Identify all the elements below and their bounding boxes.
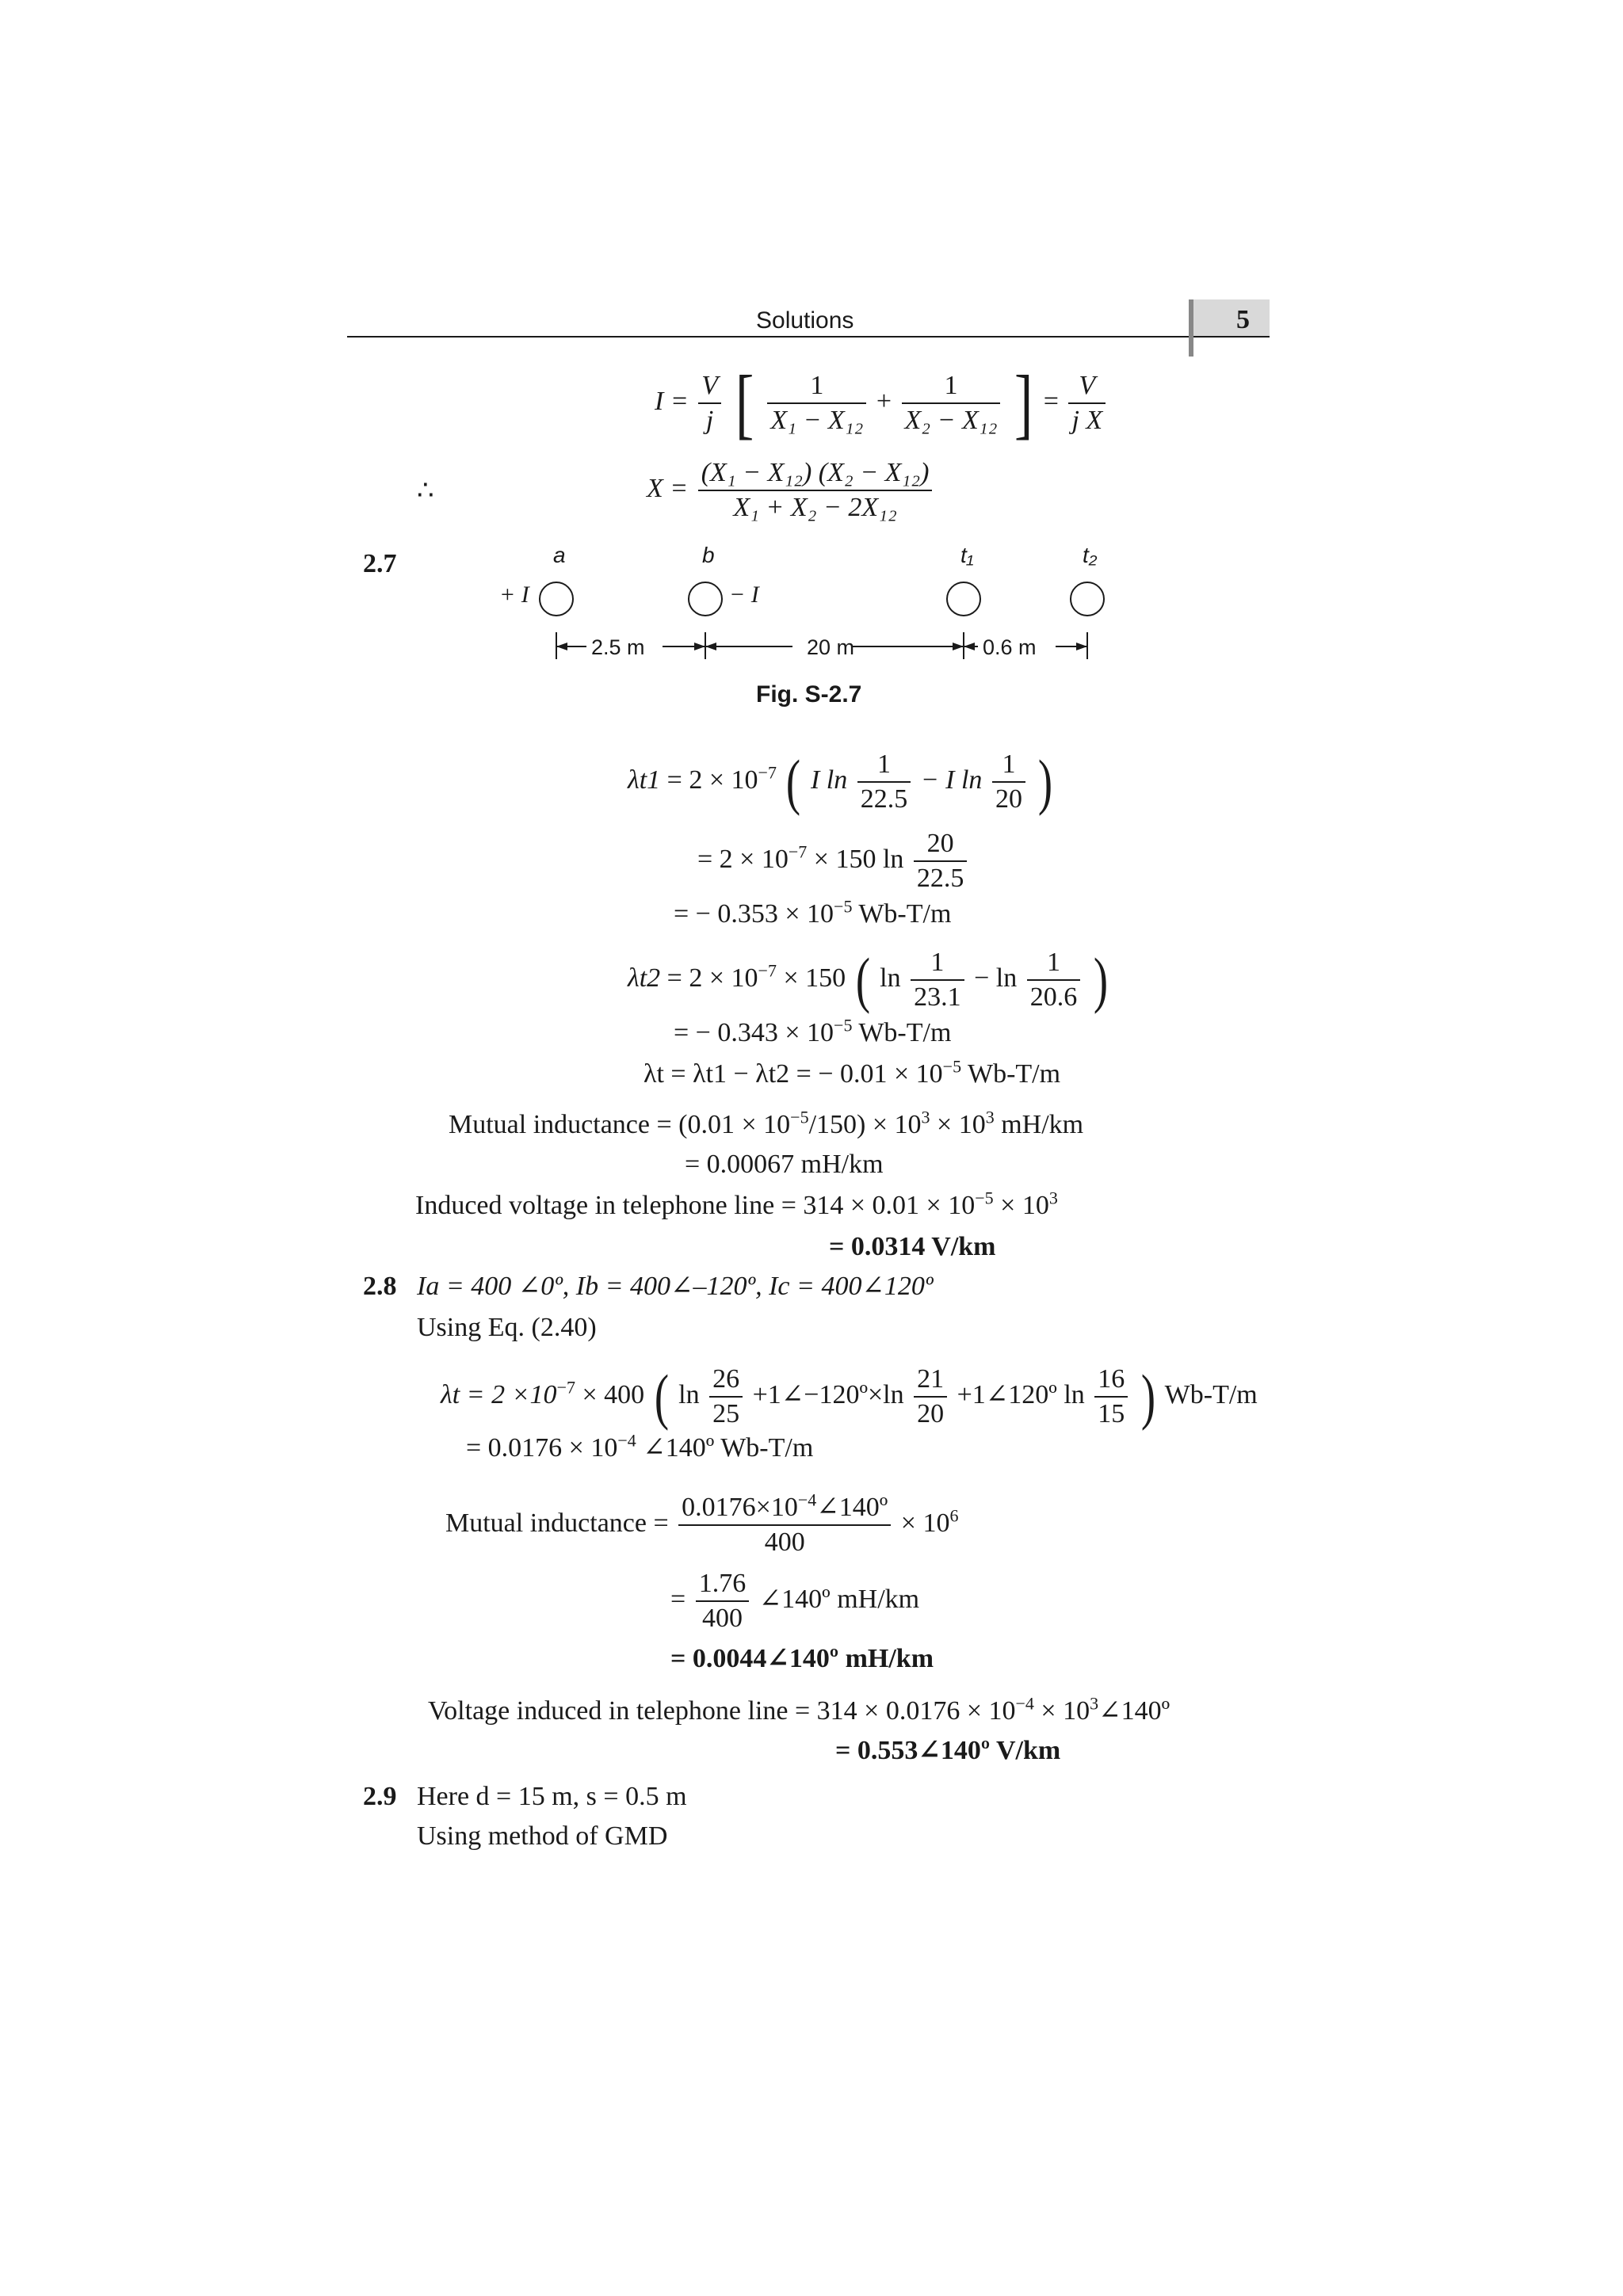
therefore-symbol: ∴ (417, 476, 434, 505)
using-equation: Using Eq. (2.40) (417, 1313, 597, 1342)
problem-2-9-givens: Here d = 15 m, s = 0.5 m (417, 1782, 687, 1811)
conductor-a (540, 582, 573, 616)
eq-lambda-t2: $\lambda t2 = 2 \times 10^{-7} \times 150$ ( ln $\frac{1}{23.1}$ − ln $\frac{1}{20.6}$ ) (628, 945, 1108, 1014)
label-conductor-a: a (553, 543, 566, 567)
figure-s-2-7 (475, 539, 1141, 673)
conductor-b (689, 582, 722, 616)
running-title: Solutions (756, 307, 854, 334)
conductor-t2 (1071, 582, 1104, 616)
eq-lambda-t-2-8: $\lambda t = 2 \times 10^{-7} \times 400$ ( ln $\frac{26}{25}$ +1∠−120º×ln $\frac{21}{20}$ +1∠120º ln $\frac{16}{15}$ ) Wb-T/m (441, 1362, 1258, 1431)
problem-number-2-9: 2.9 (363, 1782, 397, 1811)
mutual-inductance-step2-2-8: = $\frac{1.76}{400}$ ∠140º mH/km (670, 1569, 920, 1633)
label-conductor-b: b (702, 543, 715, 567)
dimension-20m: 20 m (807, 635, 855, 659)
page-number: 5 (1236, 305, 1250, 334)
header-rule (347, 336, 1270, 338)
label-current-b: − I (729, 582, 759, 608)
label-conductor-t2: t₂ (1083, 543, 1098, 567)
problem-number-2-7: 2.7 (363, 549, 397, 578)
figure-caption: Fig. S-2.7 (756, 681, 862, 707)
dimension-2-5m: 2.5 m (591, 635, 645, 659)
equation-reactance: X = $\frac{\text{(X₁ − X₁₂) (X₂ − X₁₂)}}{\text{X₁ + X₂ − 2X₁₂}}$ (647, 456, 935, 524)
label-conductor-t1: t₁ (960, 543, 974, 567)
header-page-box (1193, 299, 1270, 336)
equation-current: I = $\frac{V}{j}$ [ $\frac{1}{\text{X₁ − X₁₂}}$ + $\frac{1}{\text{X₂ − X₁₂}}$ ] = $\frac{V}{\text{j X}}$ (655, 369, 1109, 437)
mutual-inductance-2-7: Mutual inductance = $(0.01 \times 10^{-5}/150) \times 10^3 \times 10^3$ mH/km (449, 1107, 1084, 1139)
eq-lambda-t-result-2-8: = $0.0176 \times 10^{-4}$ ∠140º Wb-T/m (466, 1430, 814, 1463)
induced-voltage-result-2-7: = 0.0314 V/km (829, 1232, 996, 1261)
conductor-t1 (947, 582, 980, 616)
eq-lambda-t2-result: = − $0.343 \times 10^{-5}$ Wb-T/m (674, 1015, 952, 1047)
problem-2-9-method: Using method of GMD (417, 1821, 668, 1851)
dimension-0-6m: 0.6 m (983, 635, 1037, 659)
eq-lambda-t1: $\lambda t1 = 2 \times 10^{-7}$ ( I ln $\frac{1}{22.5}$ − I ln $\frac{1}{20}$ ) (628, 747, 1053, 816)
problem-number-2-8: 2.8 (363, 1272, 397, 1301)
eq-lambda-t: λt = λt1 − λt2 = − $0.01 \times 10^{-5}$ Wb-T/m (643, 1056, 1061, 1089)
induced-voltage-result-2-8: = 0.553∠140º V/km (835, 1736, 1061, 1765)
mutual-inductance-2-8: Mutual inductance = $\frac{0.0176\times 10^{-4}\angle 140º}{400}$ × $10^6$ (445, 1489, 959, 1557)
induced-voltage-2-7: Induced voltage in telephone line = $314 \times 0.01 \times 10^{-5} \times 10^3$ (415, 1188, 1058, 1220)
label-current-a: + I (499, 582, 529, 608)
eq-lambda-t1-result: = − $0.353 \times 10^{-5}$ Wb-T/m (674, 896, 952, 929)
eq-lambda-t1-step2: = $2 \times 10^{-7} \times 150$ ln $\frac{20}{22.5}$ (697, 827, 970, 895)
phase-currents: Ia = 400 ∠0º, Ib = 400∠–120º, Ic = 400∠120º (417, 1272, 934, 1301)
mutual-inductance-result-2-7: = 0.00067 mH/km (685, 1150, 884, 1179)
mutual-inductance-result-2-8: = 0.0044∠140º mH/km (670, 1644, 934, 1673)
induced-voltage-2-8: Voltage induced in telephone line = $314 \times 0.0176 \times 10^{-4}$ × $10^3\angle 140º$ (428, 1693, 1170, 1726)
